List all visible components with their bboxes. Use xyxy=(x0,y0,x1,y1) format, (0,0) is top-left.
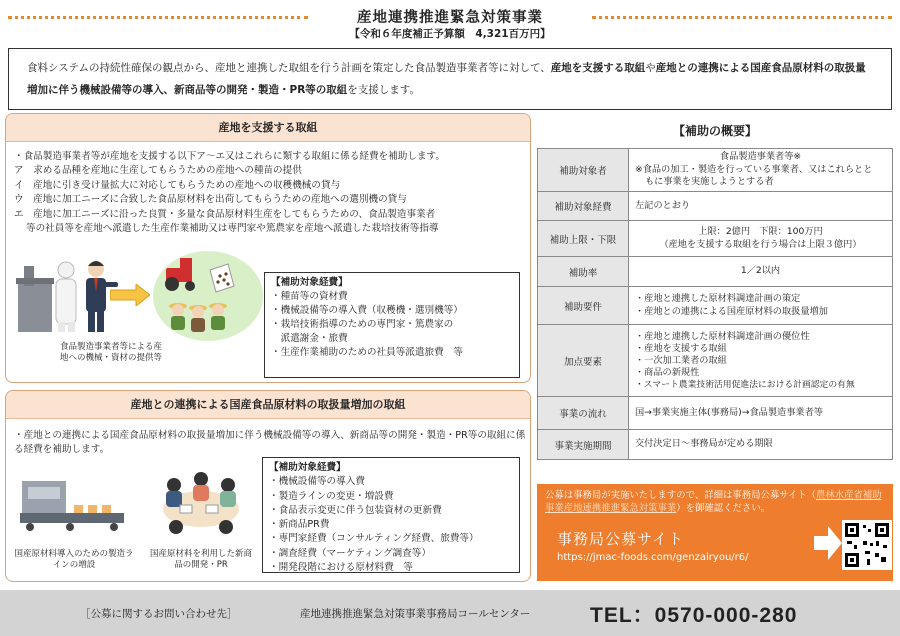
overview-key: 補助上限・下限 xyxy=(538,221,629,257)
overview-line: ・産地との連携による国産原材料の取扱量増加 xyxy=(635,305,828,317)
support-panel xyxy=(5,113,531,383)
support-item-c: ウ 産地に加工ニーズに合致した食品原材料を出荷してもらうための産地への選別機の貸与 xyxy=(14,194,407,206)
table-row xyxy=(538,221,893,257)
footer-call-center: 産地連携推進緊急対策事業事務局コールセンター xyxy=(300,608,531,620)
overview-table xyxy=(537,148,893,460)
overview-line: ・商品の新規性 xyxy=(635,366,700,378)
support-item-d-cont: 等の社員等を産地へ派遣した生産作業補助又は専門家や篤農家を産地へ派遣した栽培技術等指導 xyxy=(26,223,439,235)
title-row xyxy=(0,6,900,26)
footer-bar xyxy=(0,590,900,636)
support-expense-item: ・種苗等の資材費 xyxy=(271,291,348,302)
support-expense-heading: 【補助対象経費】 xyxy=(271,277,348,288)
overview-line: もに事業を実施しようとする者 xyxy=(645,176,774,188)
intro-bold-1: 産地を支援する取組 xyxy=(550,62,646,74)
overview-key: 補助対象経費 xyxy=(538,192,629,221)
factory-workers-illustration xyxy=(14,252,174,334)
overview-value xyxy=(629,287,893,325)
overview-key: 事業の流れ xyxy=(538,397,629,430)
overview-line: 上限：2億円 下限：100万円 xyxy=(698,226,823,237)
intro-text-2: や xyxy=(645,62,656,74)
overview-line: 左記のとおり xyxy=(635,199,691,211)
footer-inquiry-label: ［公募に関するお問い合わせ先］ xyxy=(80,608,238,620)
support-item-b: イ 産地に引き受け量拡大に対応してもらうための産地への収穫機械の貸与 xyxy=(14,179,341,191)
table-row xyxy=(538,149,893,192)
overview-key: 事業実施期間 xyxy=(538,430,629,460)
overview-line: ・スマート農業技術活用促進法における計画認定の有無 xyxy=(635,379,855,390)
arrow-right-icon xyxy=(814,526,842,560)
overview-value xyxy=(629,257,893,287)
support-item-a: ア 求める品種を産地に生産してもらうための産地への種苗の提供 xyxy=(14,165,302,177)
notice-link[interactable]: 農林水産省補助事業産地連携推進緊急対策事業 xyxy=(545,490,882,514)
support-expense-item: ・栽培技術指導のための専門家・篤農家の xyxy=(271,319,454,330)
page-title: 産地連携推進緊急対策事業 xyxy=(0,6,900,27)
support-caption: 食品製造事業者等による産地への機械・資材の提供等 xyxy=(59,342,162,363)
intro-box xyxy=(8,48,892,110)
overview-line: 1／2以内 xyxy=(740,265,781,277)
overview-value xyxy=(629,397,893,430)
table-row xyxy=(538,397,893,430)
partner-expense-item: ・機械設備等の導入費 xyxy=(269,476,365,488)
overview-line: （産地を支援する取組を行う場合は上限３億円） xyxy=(659,238,862,250)
partner-caption-2: 国産原材料を利用した新商品の開発・PR xyxy=(149,549,252,570)
partner-expense-box xyxy=(262,457,520,573)
support-lead: ・食品製造事業者等が産地を支援する以下ア〜エ又はこれらに類する取組に係る経費を補助します。 xyxy=(14,151,445,162)
support-expense-item: ・機械設備等の導入費（収穫機・選別機等） xyxy=(271,305,463,316)
overview-line: ・産地と連携した原材料調達計画の優位性 xyxy=(635,330,810,342)
overview-line: ・産地を支援する取組 xyxy=(635,342,727,354)
overview-line: ※食品の加工・製造を行っている事業者、又はこれらとと xyxy=(635,163,873,175)
overview-key: 加点要素 xyxy=(538,325,629,397)
qr-code-pattern xyxy=(845,523,889,567)
partner-caption-1: 国産原材料導入のための製造ラインの増設 xyxy=(14,549,134,570)
intro-bold-2: 産地との連携による国産食品原材料の取扱量増加に伴う機械設備等の導入、新商品等の開発・製造・PR等の取組 xyxy=(27,62,866,96)
footer-tel[interactable]: TEL：0570-000-280 xyxy=(590,604,798,627)
overview-key: 補助要件 xyxy=(538,287,629,325)
partner-expense-item: ・調査経費（マーケティング調査等） xyxy=(269,547,431,559)
table-row xyxy=(538,325,893,397)
overview-line: 国→事業実施主体(事務局)→食品製造事業者等 xyxy=(635,406,823,418)
overview-line: 交付決定日〜事務局が定める期限 xyxy=(635,438,773,450)
notice-text-2: ）を御確認ください。 xyxy=(676,503,771,514)
notice-message xyxy=(545,489,890,515)
partner-panel xyxy=(5,390,531,582)
overview-line: 食品製造事業者等※ xyxy=(719,151,802,163)
intro-text-3: を支援します。 xyxy=(347,84,420,96)
table-row xyxy=(538,257,893,287)
product-development-illustration xyxy=(156,469,246,537)
overview-line: ・産地と連携した原材料調達計画の策定 xyxy=(635,293,801,304)
overview-value xyxy=(629,221,893,257)
partner-expense-item: ・食品表示変更に伴う包装資材の更新費 xyxy=(269,504,442,516)
partner-expense-item: ・製造ラインの変更・増設費 xyxy=(269,490,394,502)
site-label[interactable]: 事務局公募サイト xyxy=(557,530,684,548)
partner-expense-item: ・開発段階における原材料費 等 xyxy=(269,562,413,574)
overview-value xyxy=(629,325,893,397)
overview-value xyxy=(629,192,893,221)
partner-lead: ・産地との連携による国産食品原材料の取扱量増加に伴う機械設備等の導入、新商品等の開発・製造・PR等の取組に係る経費を補助します。 xyxy=(14,430,526,455)
overview-line: ・一次加工業者の取組 xyxy=(635,354,727,366)
support-expense-item: 派遣謝金・旅費 xyxy=(271,333,348,344)
overview-key: 補助対象者 xyxy=(538,149,629,192)
support-expense-item: ・生産作業補助のための社員等派遣旅費 等 xyxy=(271,347,463,358)
support-body xyxy=(14,150,531,236)
public-site-notice xyxy=(537,484,893,581)
partner-expense-heading: 【補助対象経費】 xyxy=(269,462,346,473)
overview-key: 補助率 xyxy=(538,257,629,287)
overview-value xyxy=(629,149,893,192)
farm-support-illustration xyxy=(152,250,264,342)
partner-heading: 産地との連携による国産食品原材料の取扱量増加の取組 xyxy=(6,391,530,419)
table-row xyxy=(538,287,893,325)
qr-code-icon[interactable] xyxy=(842,520,892,570)
arrow-right-icon xyxy=(110,284,150,306)
table-row xyxy=(538,192,893,221)
production-line-illustration xyxy=(20,475,124,533)
notice-text-1: 公募は事務局が実施いたしますので、詳細は事務局公募サイト（ xyxy=(545,490,817,501)
overview-value xyxy=(629,430,893,460)
intro-text-1: 食料システムの持続性確保の観点から、産地と連携した取組を行う計画を策定した食品製造事業者等に対して、 xyxy=(27,62,551,74)
overview-title: 【補助の概要】 xyxy=(672,124,757,138)
partner-expense-item: ・専門家経費（コンサルティング経費、旅費等） xyxy=(269,533,479,545)
table-row xyxy=(538,430,893,460)
support-item-d: エ 産地に加工ニーズに沿った良質・多量な食品原材料生産をしてもらうための、食品製造事業者 xyxy=(14,208,436,220)
support-heading: 産地を支援する取組 xyxy=(6,114,530,142)
support-expense-box xyxy=(264,272,520,378)
site-url[interactable]: https://jmac-foods.com/genzairyou/r6/ xyxy=(557,552,749,563)
budget-label: 【令和６年度補正予算額 4,321百万円】 xyxy=(349,28,551,40)
partner-expense-item: ・新商品PR費 xyxy=(269,519,330,531)
